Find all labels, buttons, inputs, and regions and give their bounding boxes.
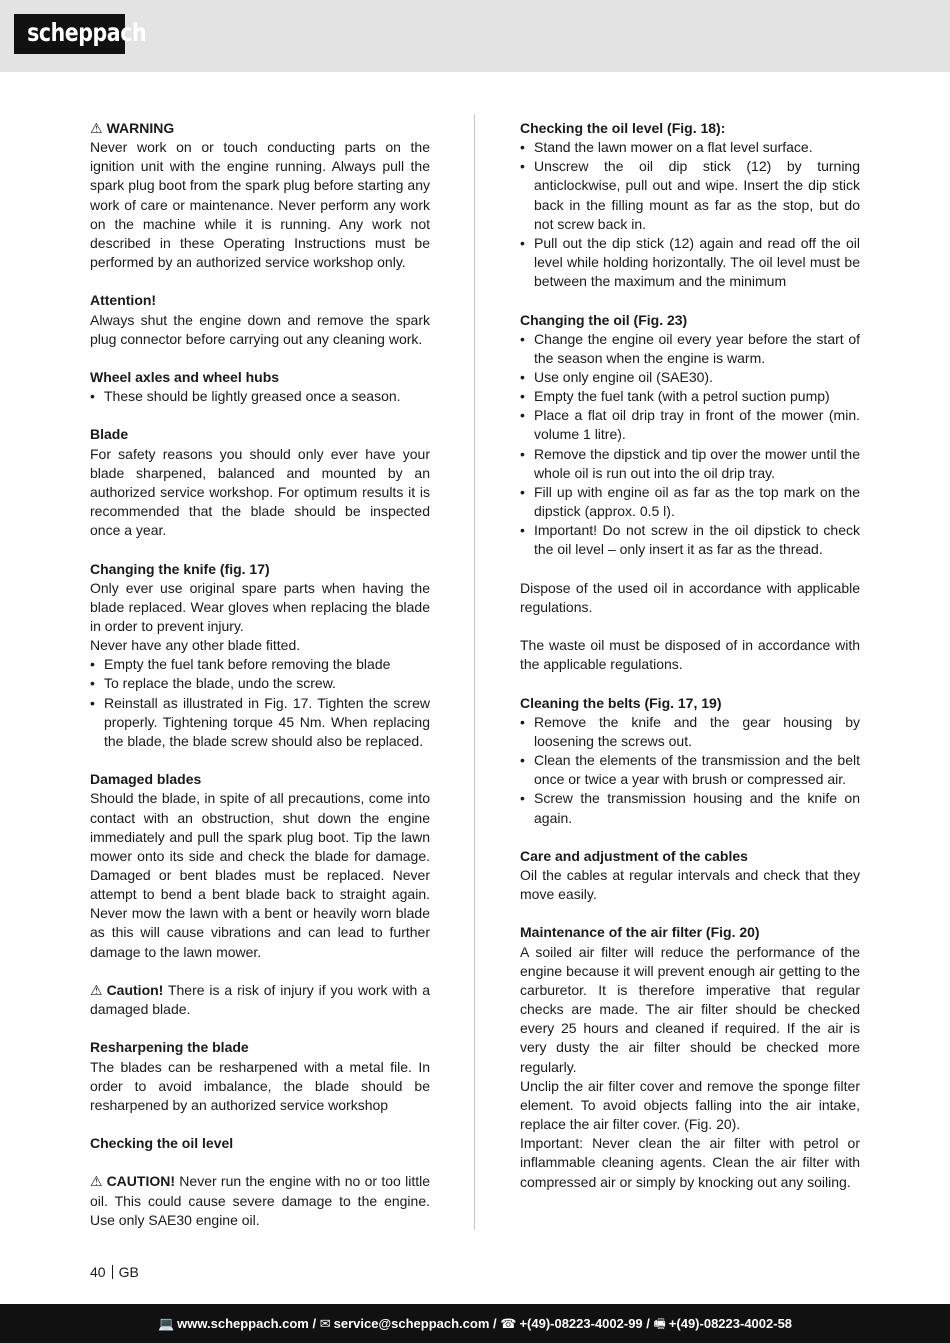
belts-heading: Cleaning the belts (Fig. 17, 19) [520,694,722,711]
attention-section [90,291,430,348]
list-item: • Remove the dipstick and tip over the mower until the whole oil is run out into the oil drip tray. [520,445,860,483]
footer-website-link[interactable]: www.scheppach.com / [177,1316,317,1331]
list-item: • Pull out the dip stick (12) again and read off the oil level while holding horizontally. The oil level must be between the maximum and the minimum [520,234,860,291]
wheel-axles-section [90,368,430,406]
caution-label: Caution! [106,981,164,998]
list-item: • These should be lightly greased once a season. [90,387,430,406]
blade-section [90,425,430,540]
column-divider [474,114,475,1230]
damaged-blades-text: Should the blade, in spite of all precautions, come into contact with an obstruction, shut down the engine immediately and pull the spark plug boot. Tip the lawn mower onto its side and check the blade for damage. Damaged or bent blades must be replaced. Never attempt to bend a bent blade back to straight again. Never mow the lawn with a bent or heavily worn blade as this will cause vibrations and can lead to further damage to the lawn mower. [90,790,430,960]
warning-text: Never work on or touch conducting parts on the ignition unit with the engine running. Always pull the spark plug boot from the spark plug before starting any work of care or maintenance. Never perform any work on the machine while it is running. Any work not described in these Operating Instructions must be performed by an authorized service workshop only. [90,139,430,271]
checking-oil-section [90,1134,430,1153]
air-filter-text: A soiled air filter will reduce the performance of the engine because it will prevent enough air getting to the carburetor. It is therefore imperative that regular checks are made. The air filter should be checked every 25 hours and cleaned if required. If the air is very dusty the air filter should be checked more regularly. [520,943,860,1075]
belts-list [520,713,860,828]
changing-knife-section [90,560,430,752]
page-number-separator [112,1265,113,1279]
fax-icon: 🖷 [653,1316,666,1331]
warning-heading: ⚠ WARNING [90,119,430,138]
checking-oil-heading: Checking the oil level [90,1135,234,1152]
changing-knife-note: Never have any other blade fitted. [90,637,301,654]
list-item: • Stand the lawn mower on a flat level surface. [520,138,860,157]
list-item: • To replace the blade, undo the screw. [90,674,430,693]
changing-knife-list [90,655,430,751]
footer-fax: +(49)-08223-4002-58 [668,1316,793,1331]
blade-text: For safety reasons you should only ever have your blade sharpened, balanced and mounted by an authorized service workshop. For optimum results it is recommended that the blade should be inspected once a year. [90,445,430,539]
wheel-axles-list [90,387,430,406]
changing-knife-text: Only ever use original spare parts when having the blade replaced. Wear gloves when replacing the blade in order to prevent injury. [90,579,430,634]
list-item: • Important! Do not screw in the oil dipstick to check the oil level – only insert it as far as the thread. [520,521,860,559]
list-item: • Screw the transmission housing and the knife on again. [520,789,860,827]
list-item: • Reinstall as illustrated in Fig. 17. Tighten the screw properly. Tightening torque 45 Nm. When replacing the blade, the blade screw should also be replaced. [90,694,430,751]
list-item: • Empty the fuel tank (with a petrol suction pump) [520,387,860,406]
blade-heading: Blade [90,426,129,443]
cables-section [520,847,860,904]
phone-icon: ☎ [500,1316,517,1331]
caution-text: Never run the engine with no or too little oil. This could cause severe damage to the engine. Use only SAE30 engine oil. [90,1173,430,1228]
oil-level-heading: Checking the oil level (Fig. 18): [520,120,726,136]
caution-damaged-blade [90,981,430,1019]
brand-logo: scheppach [14,14,125,54]
right-column [520,119,860,1192]
damaged-blades-heading: Damaged blades [90,771,202,788]
oil-change-section [520,311,860,560]
oil-change-list [520,330,860,560]
attention-text: Always shut the engine down and remove the spark plug connector before carrying out any cleaning work. [90,311,430,347]
cables-heading: Care and adjustment of the cables [520,847,748,864]
list-item: • Clean the elements of the transmission and the belt once or twice a year with brush or compressed air. [520,751,860,789]
air-filter-heading: Maintenance of the air filter (Fig. 20) [520,924,760,941]
oil-level-section [520,119,860,291]
list-item: • Unscrew the oil dip stick (12) by turning anticlockwise, pull out and wipe. Insert the dip stick back in the filling mount as far as the stop, but do not screw back in. [520,157,860,234]
resharpening-section [90,1038,430,1115]
oil-change-heading: Changing the oil (Fig. 23) [520,311,688,328]
footer-phone: +(49)-08223-4002-99 / [519,1316,650,1331]
warning-section [90,119,430,272]
list-item: • Remove the knife and the gear housing by loosening the screws out. [520,713,860,751]
oil-level-list [520,138,860,291]
wheel-axles-heading: Wheel axles and wheel hubs [90,369,280,385]
footer-email-link[interactable]: service@scheppach.com / [333,1316,497,1331]
warning-triangle-icon: ⚠ [90,981,103,998]
air-filter-text: Unclip the air filter cover and remove the sponge filter element. To avoid objects falling into the air intake, replace the air filter cover. (Fig. 20). [520,1077,860,1133]
resharpening-text: The blades can be resharpened with a metal file. In order to avoid imbalance, the blade should be resharpened by an authorized service workshop [90,1058,430,1113]
waste-oil-text: The waste oil must be disposed of in accordance with the applicable regulations. [520,637,860,673]
attention-heading: Attention! [90,292,157,309]
list-item: • Empty the fuel tank before removing the blade [90,655,430,674]
warning-triangle-icon: ⚠ [90,120,103,136]
changing-knife-heading: Changing the knife (fig. 17) [90,560,270,577]
page-footer [0,1304,950,1343]
computer-icon: 💻 [157,1316,175,1331]
list-item: • Use only engine oil (SAE30). [520,368,860,387]
list-item: • Place a flat oil drip tray in front of the mower (min. volume 1 litre). [520,406,860,444]
air-filter-text: Important: Never clean the air filter with petrol or inflammable cleaning agents. Clean the air filter with compressed air or simply by knocking out any soiling. [520,1135,860,1190]
left-column [90,119,430,1230]
air-filter-section [520,923,860,1191]
mail-icon: ✉ [319,1316,331,1331]
belts-section [520,694,860,828]
caution-oil [90,1172,430,1229]
caution-label: CAUTION! [106,1173,175,1190]
warning-triangle-icon: ⚠ [90,1173,103,1190]
list-item: • Fill up with engine oil as far as the top mark on the dipstick (approx. 0.5 l). [520,483,860,521]
dispose-oil-text: Dispose of the used oil in accordance with applicable regulations. [520,579,860,615]
cables-text: Oil the cables at regular intervals and check that they move easily. [520,867,860,903]
resharpening-heading: Resharpening the blade [90,1039,249,1056]
page-header [0,0,950,72]
page-number: 40 GB [90,1264,139,1280]
list-item: • Change the engine oil every year before the start of the season when the engine is warm. [520,330,860,368]
damaged-blades-section [90,770,430,962]
caution-text: There is a risk of injury if you work with a damaged blade. [90,981,430,1018]
